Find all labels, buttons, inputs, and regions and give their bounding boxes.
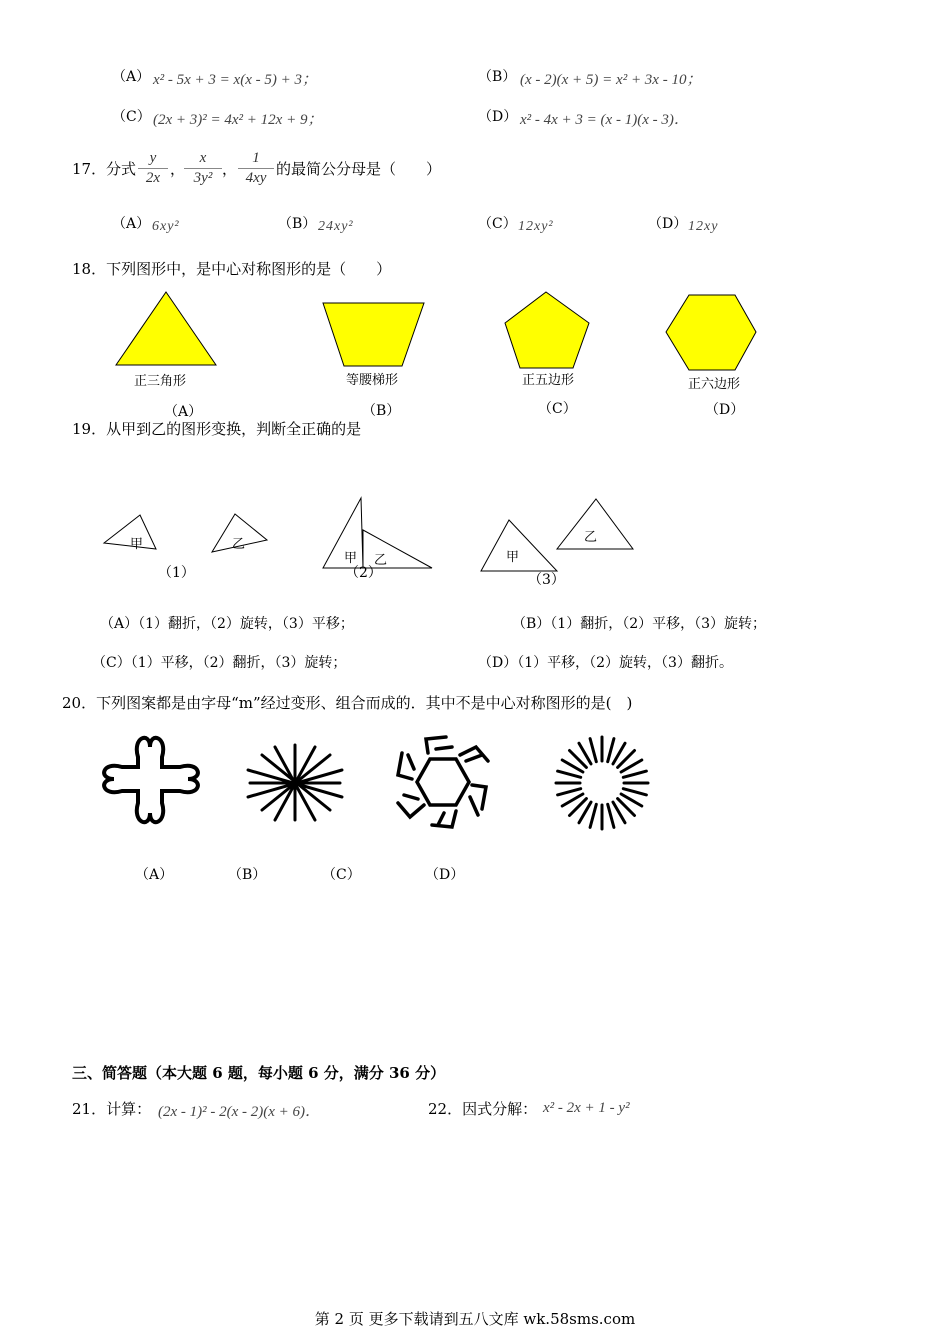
q22-label: 22．因式分解： [428, 1100, 538, 1118]
q18-label-c: （C） [538, 401, 577, 417]
q17-option-d-value: 12xy [688, 219, 719, 234]
fig1-yi-label: 乙 [232, 537, 246, 552]
pattern-d-ring [556, 737, 648, 829]
q18-text: 18．下列图形中，是中心对称图形的是（ ） [72, 260, 392, 278]
q20-label-a: （A） [135, 867, 174, 883]
q18-label-a: （A） [164, 404, 203, 420]
isosceles-trapezoid-shape [323, 303, 424, 366]
q17-option-c-label: （C） [478, 216, 517, 232]
q19-option-c: （C）（1）平移，（2）翻折，（3）旋转； [92, 655, 347, 671]
q17-option-a-value: 6xy² [152, 219, 180, 234]
fig3-label: （3） [528, 572, 565, 588]
q16-option-a-label: （A） [112, 69, 151, 85]
fig2-yi-label: 乙 [374, 553, 388, 568]
q18-caption-c: 正五边形 [522, 373, 575, 388]
q17-fraction-2-denominator: 3y² [193, 170, 213, 186]
q18-label-b: （B） [362, 403, 401, 419]
q16-option-c-expr: (2x + 3)² = 4x² + 12x + 9； [153, 112, 323, 128]
q16-option-b-label: （B） [478, 69, 517, 85]
equilateral-triangle-shape [116, 292, 216, 365]
q17-option-b-value: 24xy² [318, 219, 354, 234]
q20-text: 20．下列图案都是由字母“m”经过变形、组合而成的．其中不是中心对称图形的是( ) [62, 694, 633, 712]
q17-fraction-3-denominator: 4xy [245, 170, 267, 186]
q16-option-a-expr: x² - 5x + 3 = x(x - 5) + 3； [153, 72, 317, 88]
regular-hexagon-shape [666, 295, 756, 370]
fig2-jia-label: 甲 [344, 551, 358, 566]
ring-spoke [590, 804, 596, 827]
q17-option-c-value: 12xy² [518, 219, 554, 234]
ring-spoke [558, 771, 581, 777]
ring-spoke [608, 739, 614, 762]
q17-fraction-3-numerator: 1 [252, 150, 260, 166]
q17-fraction-1 [138, 150, 168, 187]
fig3-jia-label: 甲 [506, 550, 520, 565]
fig1-jia-label: 甲 [130, 537, 144, 552]
section-3-title: 三、简答题（本大题 6 题，每小题 6 分，满分 36 分） [72, 1064, 446, 1082]
ring-spoke [608, 804, 614, 827]
q17-fraction-2 [184, 150, 222, 187]
q17-comma-1: ， [170, 160, 186, 178]
q17-option-b-label: （B） [278, 216, 317, 232]
q17-number: 17． [72, 160, 107, 178]
q21-expression: (2x - 1)² - 2(x - 2)(x + 6)． [158, 1104, 321, 1120]
ring-spoke [623, 771, 646, 777]
q21-label: 21．计算： [72, 1100, 152, 1118]
pattern-c-hexagon [398, 737, 488, 827]
ring-spoke [590, 739, 596, 762]
q17-suffix: 的最简公分母是（ ） [276, 160, 442, 178]
q19-option-a: （A）（1）翻折，（2）旋转，（3）平移； [100, 616, 354, 632]
q20-label-b: （B） [228, 867, 267, 883]
q17-fraction-2-numerator: x [199, 150, 207, 166]
q17-prefix: 分式 [106, 160, 137, 178]
regular-pentagon-shape [505, 292, 589, 368]
q17-fraction-3 [238, 150, 274, 187]
pattern-a-cross [104, 738, 198, 822]
q19-option-d: （D）（1）平移，（2）旋转，（3）翻折。 [478, 655, 733, 671]
q20-label-c: （C） [322, 867, 361, 883]
q19-option-b: （B）（1）翻折，（2）平移，（3）旋转； [512, 616, 767, 632]
q17-option-d-label: （D） [648, 216, 688, 232]
q17-fraction-1-numerator: y [149, 150, 157, 166]
q16-option-d-label: （D） [478, 109, 518, 125]
fig1-label: （1） [158, 565, 195, 581]
q18-shapes [0, 285, 950, 435]
q16-option-d-expr: x² - 4x + 3 = (x - 1)(x - 3)． [520, 112, 689, 128]
ring-spoke [558, 789, 581, 795]
q22-expression: x² - 2x + 1 - y² [543, 1100, 630, 1116]
ring-spoke [623, 789, 646, 795]
pattern-b-starburst [248, 745, 342, 820]
q16-option-b-expr: (x - 2)(x + 5) = x² + 3x - 10； [520, 72, 702, 88]
page-footer: 第 2 页 更多下载请到五八文库 wk.58sms.com [314, 1310, 636, 1328]
q18-caption-a: 正三角形 [134, 374, 187, 389]
q17-option-a-label: （A） [112, 216, 151, 232]
fig3-yi-label: 乙 [584, 530, 598, 545]
q17-fraction-1-denominator: 2x [145, 170, 161, 186]
q18-caption-b: 等腰梯形 [346, 373, 399, 388]
q18-caption-d: 正六边形 [688, 377, 741, 392]
q16-option-c-label: （C） [112, 109, 151, 125]
q18-label-d: （D） [705, 402, 745, 418]
fig2-label: （2） [345, 565, 382, 581]
q20-patterns [0, 725, 950, 845]
q20-label-d: （D） [425, 867, 465, 883]
q17-comma-2: ， [222, 160, 238, 178]
q19-text: 19．从甲到乙的图形变换，判断全正确的是 [72, 420, 362, 438]
